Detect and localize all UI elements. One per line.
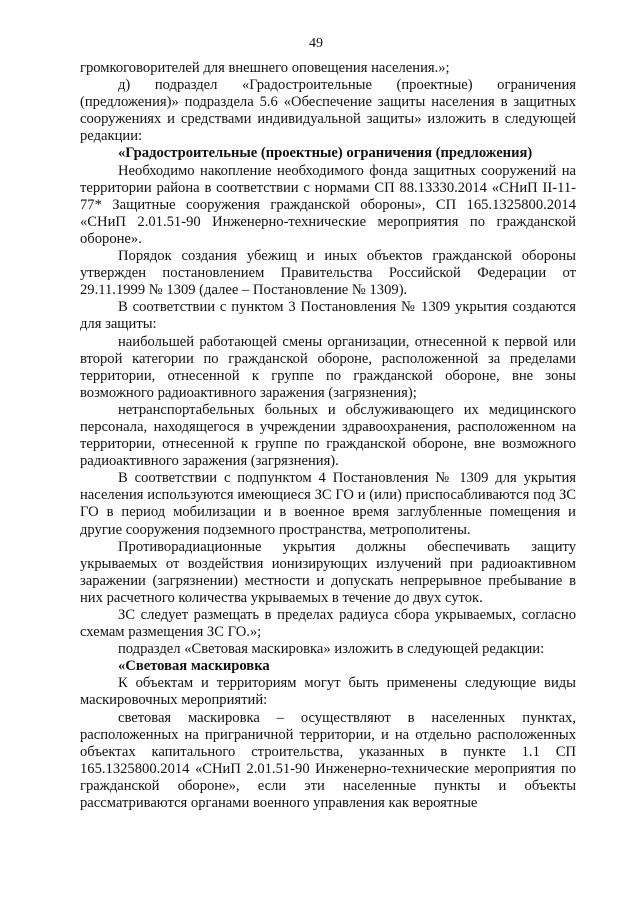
paragraph: Необходимо накопление необходимого фонда защитных сооружений на территории района в соответствии с нормами СП 88.13330.2014 «СНиП II-11-77* Защитные сооружения гражданской обороны», СП 165.1325800.2014 «СНиП 2.01.51-90 Инженерно-технические мероприятия по гражданской обороне». <box>80 162 576 247</box>
paragraph: В соответствии с пунктом 3 Постановления № 1309 укрытия создаются для защиты: <box>80 299 576 333</box>
paragraph-amendment: подраздел «Световая маскировка» изложить в следующей редакции: <box>118 641 545 658</box>
paragraph: световая маскировка – осуществляют в населенных пунктах, расположенных на приграничной территории, и на отдельно расположенных объектах капитального строительства, указанных в пункте 1.1 СП 165.1325800.2014 «СНиП 2.01.51-90 Инженерно-технические мероприятия по гражданской обороне», если эти населенные пункты и объекты рассматриваются органами военного управления как вероятные <box>80 709 576 812</box>
paragraph-amendment-d: д) подраздел «Градостроительные (проектные) ограничения (предложения)» подраздела 5.6 «Обеспечение защиты населения в защитных сооружениях и средствами индивидуальной защиты» изложить в следующей редакции: <box>80 77 576 145</box>
paragraph: ЗС следует размещать в пределах радиуса сбора укрываемых, согласно схемам размещения ЗС ГО.»; <box>80 607 576 641</box>
document-body <box>80 60 576 812</box>
list-item: нетранспортабельных больных и обслуживающего их медицинского персонала, находящегося в учреждении здравоохранения, расположенном на территории, отнесенной к группе по гражданской обороне, вне возможного радиоактивного заражения (загрязнения). <box>80 401 576 470</box>
list-item: наибольшей работающей смены организации, отнесенной к первой или второй категории по гражданской обороне, расположенной за пределами территории, отнесенной к группе по гражданской обороне, вне зоны возможного радиоактивного заражения (загрязнения); <box>80 333 576 401</box>
paragraph: К объектам и территориям могут быть применены следующие виды маскировочных мероприятий: <box>80 675 576 709</box>
paragraph: В соответствии с подпунктом 4 Постановления № 1309 для укрытия населения используются имеющиеся ЗС ГО и (или) приспосабливаются под ЗС ГО в период мобилизации и в военное время заглубленные помещения и другие сооружения подземного пространства, метрополитены. <box>80 470 576 538</box>
section-heading-urban-planning: «Градостроительные (проектные) ограничения (предложения) <box>118 145 533 162</box>
section-heading-light-masking: «Световая маскировка <box>118 658 270 675</box>
paragraph-continuation: громкоговорителей для внешнего оповещения населения.»; <box>80 60 450 76</box>
page-number: 49 <box>309 36 323 51</box>
paragraph: Противорадиационные укрытия должны обеспечивать защиту укрываемых от воздействия ионизирующих излучений при радиоактивном заражении (загрязнении) местности и допускать непрерывное пребывание в них расчетного количества укрываемых в течение до двух суток. <box>80 538 576 606</box>
paragraph: Порядок создания убежищ и иных объектов гражданской обороны утвержден постановлением Правительства Российской Федерации от 29.11.1999 № 1309 (далее – Постановление № 1309). <box>80 248 576 299</box>
